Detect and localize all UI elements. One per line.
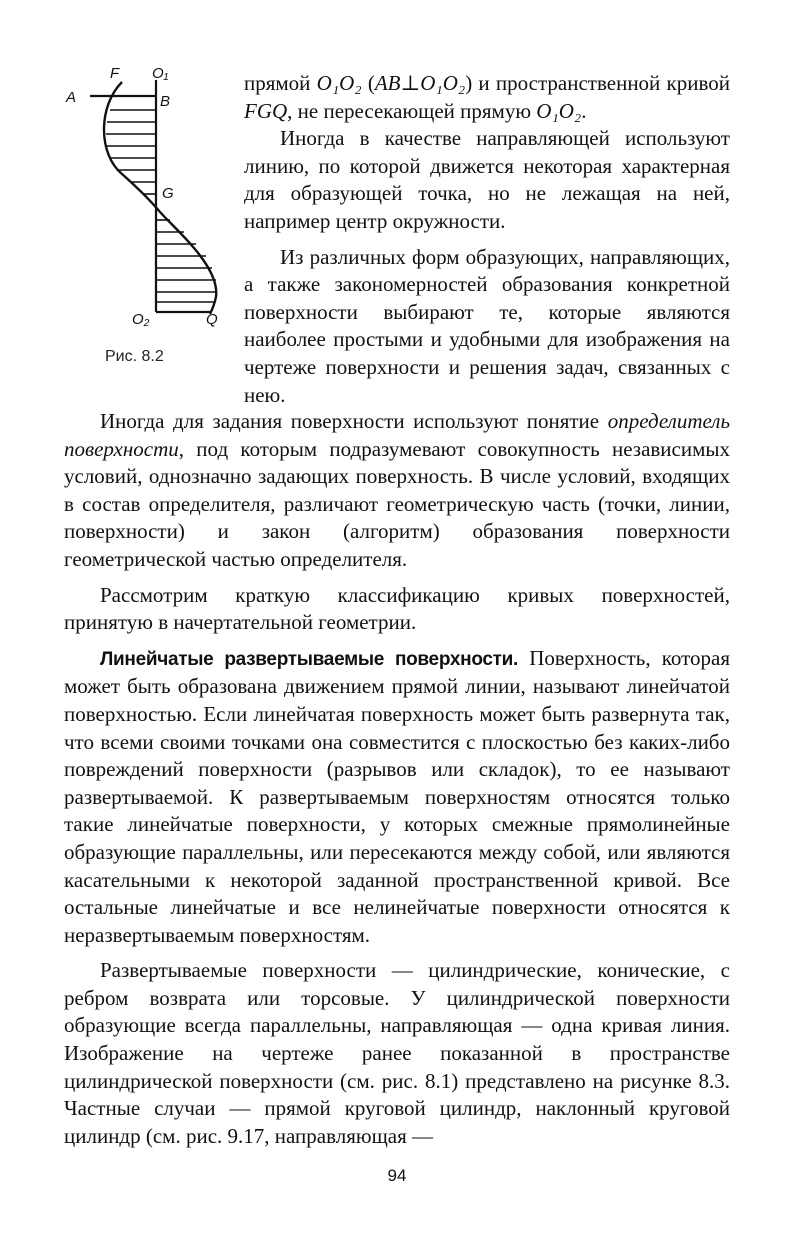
text-run: Иногда для задания поверхности используют понятие [100, 409, 608, 433]
hatching-upper [106, 110, 156, 194]
text-run: , под которым подразумевают совокупность независимых условий, однозначно задающих поверхность. В числе условий, входящих в состав определителя, различают геометрическую часть (точки, линии, поверхности) и закон (алгоритм) образования поверхности геометрической частью определителя. [64, 436, 730, 571]
label-o1: O₁ [152, 65, 169, 82]
label-q: Q [206, 311, 218, 328]
term-italic: определитель поверхности [64, 409, 730, 461]
label-b: B [160, 93, 171, 110]
figure-caption: Рис. 8.2 [105, 348, 164, 365]
label-g: G [162, 185, 174, 202]
paragraph: Развертываемые поверхности — цилиндрические, конические, с ребром возврата или торсовые. У цилиндрической поверхности образующие всегда параллельны, направляющая — одна кривая линия. Изображение на чертеже ранее показанной в пространстве цилиндрической поверхности (см. рис. 8.1) представлено на рисунке 8.3. Частные случаи — прямой круговой цилиндр, наклонный круговой цилиндр (см. рис. 9.17, направляющая — [64, 958, 730, 1148]
main-text-column [64, 408, 730, 1150]
text-run: . [581, 98, 587, 123]
math-curve-fgq: FGQ [244, 98, 288, 123]
math-perpendicular: AB⊥O₁O₂ [374, 71, 466, 95]
text-run: ) и пространственной кривой [465, 71, 730, 95]
text-run: Поверхность, которая может быть образована движением прямой линии, называют линейчатой поверхностью. Если линейчатая поверхность может быть развернута так, что всеми своими точками она совместится с плоскостью без каких-либо повреждений поверхности (разрывов или складок), то ее называют развертываемой. К развертываемым поверхностям относятся только такие линейчатые поверхности, у которых смежные прямолинейные образующие параллельны, или пересекаются между собой, или являются касательными к некоторой заданной пространственной кривой. Все остальные линейчатые и все нелинейчатые поверхности относятся к неразвертываемым поверхностям. [64, 645, 730, 947]
text-run: прямой [244, 71, 317, 95]
label-f: F [110, 65, 120, 82]
figure-8-2 [60, 62, 230, 382]
page-number: 94 [387, 1166, 407, 1185]
math-line-o1o2: O₁O₂ [536, 98, 582, 123]
paragraph [244, 70, 730, 125]
hatching-lower [156, 220, 216, 302]
surface-diagram [60, 62, 230, 342]
paragraph [64, 645, 730, 950]
paragraph: Иногда в качестве направляющей используют линию, по которой движется некоторая характерная для образующей точка, но не лежащая на ней, например центр окружности. [244, 126, 730, 233]
label-o2: O₂ [132, 311, 150, 328]
paragraph: Рассмотрим краткую классификацию кривых поверхностей, принятую в начертательной геометрии. [64, 582, 730, 635]
section-heading: Линейчатые развертываемые поверхности. [100, 648, 519, 670]
math-line-o1o2: O₁O₂ [316, 71, 362, 95]
label-a: A [66, 89, 77, 106]
text-run: , не пересекающей прямую [287, 98, 537, 123]
paragraph [64, 408, 730, 574]
side-text-column [244, 70, 730, 409]
paragraph: Из различных форм образующих, направляющих, а также закономерностей образования конкретной поверхности выбирают те, которые являются наиболее простыми и удобными для изображения на чертеже поверхности и решения задач, связанных с нею. [244, 244, 730, 407]
text-run: ( [361, 71, 375, 95]
